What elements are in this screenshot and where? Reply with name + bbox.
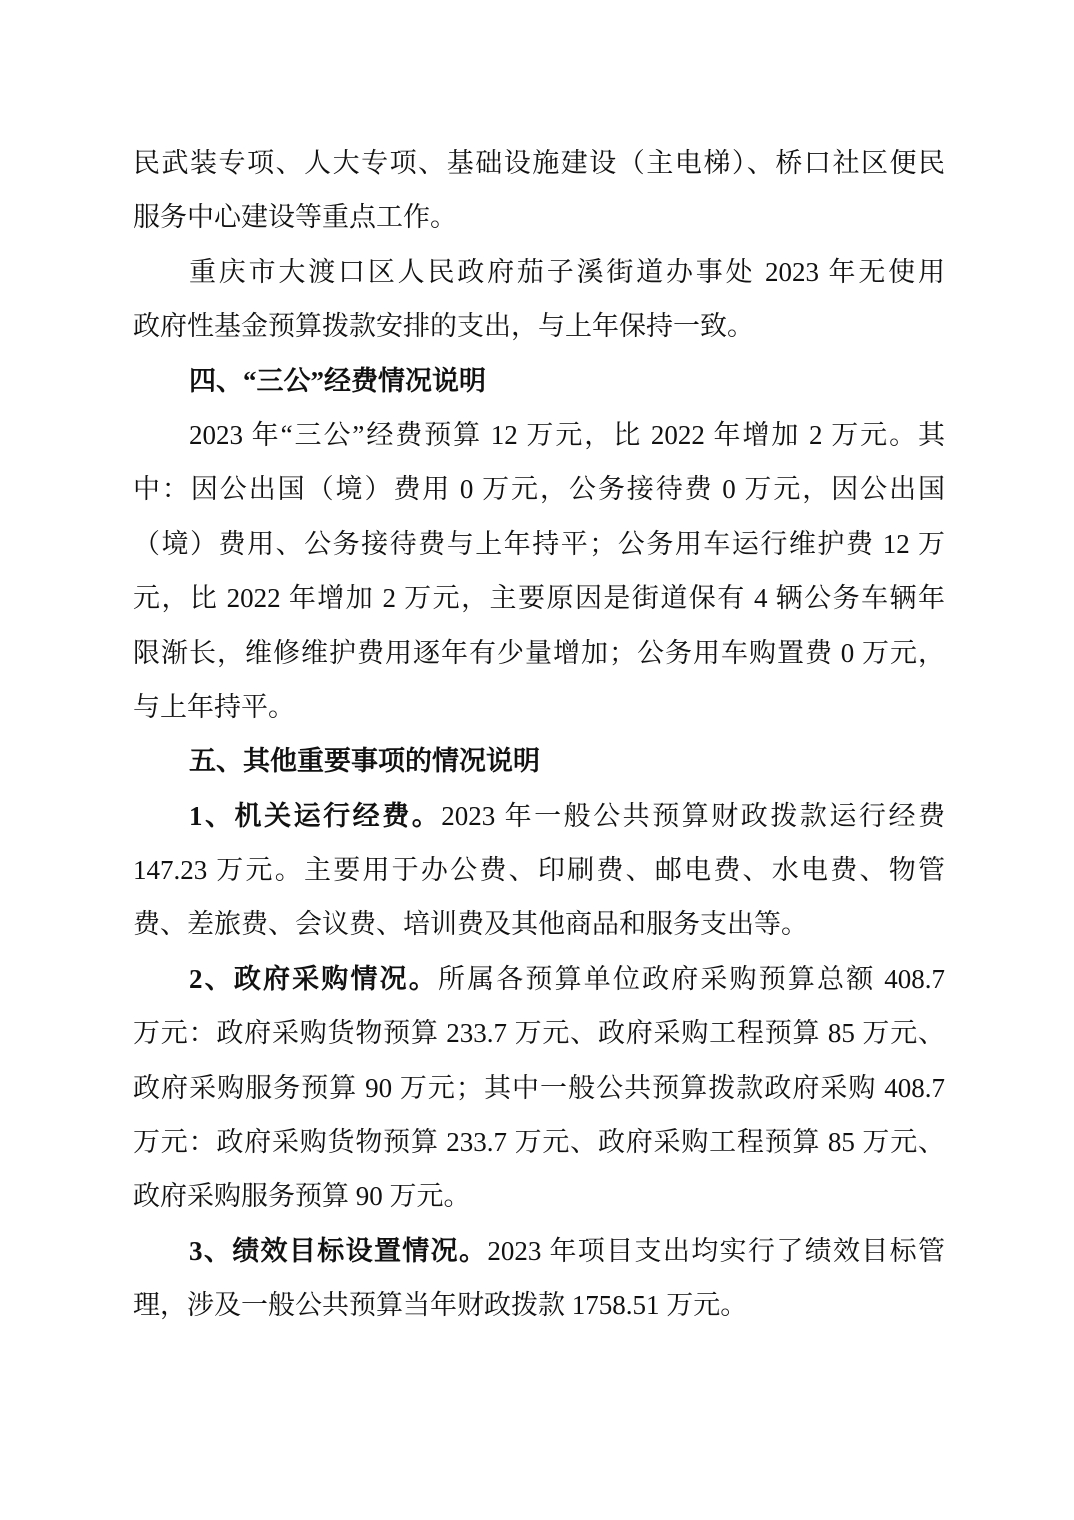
text-line	[133, 687, 945, 741]
document-body	[133, 143, 945, 1340]
text-line	[133, 415, 945, 469]
bold-lead-text: 2、政府采购情况。	[189, 963, 438, 994]
bold-lead-text: 3、绩效目标设置情况。	[189, 1235, 488, 1266]
text-line	[133, 741, 945, 795]
bold-lead-text: 四、“三公”经费情况说明	[189, 365, 486, 396]
text-line	[133, 197, 945, 251]
text-line	[133, 578, 945, 632]
text-line	[133, 1068, 945, 1122]
text-segment: 元，比 2022 年增加 2 万元，主要原因是街道保有 4 辆公务车辆年	[133, 583, 945, 614]
text-line	[133, 633, 945, 687]
text-segment: 民武装专项、人大专项、基础设施建设（主电梯）、桥口社区便民	[133, 148, 945, 178]
text-segment: 中：因公出国（境）费用 0 万元，公务接待费 0 万元，因公出国	[133, 474, 945, 505]
text-line	[133, 361, 945, 415]
paragraph	[133, 252, 945, 361]
text-line	[133, 1285, 945, 1339]
text-segment: 政府采购服务预算 90 万元；其中一般公共预算拨款政府采购 408.7	[133, 1072, 945, 1103]
text-line	[133, 306, 945, 360]
text-segment: 限渐长，维修维护费用逐年有少量增加；公务用车购置费 0 万元，	[133, 637, 945, 668]
text-segment: 理，涉及一般公共预算当年财政拨款 1758.51 万元。	[133, 1290, 748, 1321]
text-segment: 万元：政府采购货物预算 233.7 万元、政府采购工程预算 85 万元、	[133, 1018, 945, 1049]
text-line	[133, 796, 945, 850]
text-segment: 服务中心建设等重点工作。	[133, 202, 457, 233]
text-line	[133, 959, 945, 1013]
paragraph	[133, 959, 945, 1231]
text-segment: （境）费用、公务接待费与上年持平；公务用车运行维护费 12 万	[133, 528, 945, 559]
text-segment: 2023 年“三公”经费预算 12 万元，比 2022 年增加 2 万元。其	[189, 419, 945, 450]
text-line	[133, 143, 945, 197]
text-segment: 重庆市大渡口区人民政府茄子溪街道办事处 2023 年无使用	[189, 256, 945, 287]
text-segment: 政府采购服务预算 90 万元。	[133, 1181, 471, 1212]
text-segment: 所属各预算单位政府采购预算总额 408.7	[437, 963, 946, 994]
text-line	[133, 469, 945, 523]
text-line	[133, 1176, 945, 1230]
text-segment: 费、差旅费、会议费、培训费及其他商品和服务支出等。	[133, 909, 808, 940]
text-segment: 147.23 万元。主要用于办公费、印刷费、邮电费、水电费、物管	[133, 855, 945, 886]
paragraph	[133, 796, 945, 959]
text-line	[133, 1122, 945, 1176]
text-line	[133, 524, 945, 578]
text-line	[133, 1013, 945, 1067]
section-heading	[133, 741, 945, 795]
bold-lead-text: 五、其他重要事项的情况说明	[189, 746, 540, 777]
paragraph	[133, 143, 945, 252]
section-heading	[133, 361, 945, 415]
text-segment: 与上年持平。	[133, 691, 295, 722]
text-segment: 2023 年项目支出均实行了绩效目标管	[487, 1235, 946, 1266]
paragraph	[133, 1231, 945, 1340]
bold-lead-text: 1、机关运行经费。	[189, 800, 442, 831]
text-segment: 2023 年一般公共预算财政拨款运行经费	[441, 800, 945, 831]
paragraph	[133, 415, 945, 741]
text-segment: 万元：政府采购货物预算 233.7 万元、政府采购工程预算 85 万元、	[133, 1127, 945, 1158]
text-segment: 政府性基金预算拨款安排的支出，与上年保持一致。	[133, 311, 754, 342]
text-line	[133, 1231, 945, 1285]
text-line	[133, 904, 945, 958]
text-line	[133, 252, 945, 306]
text-line	[133, 850, 945, 904]
